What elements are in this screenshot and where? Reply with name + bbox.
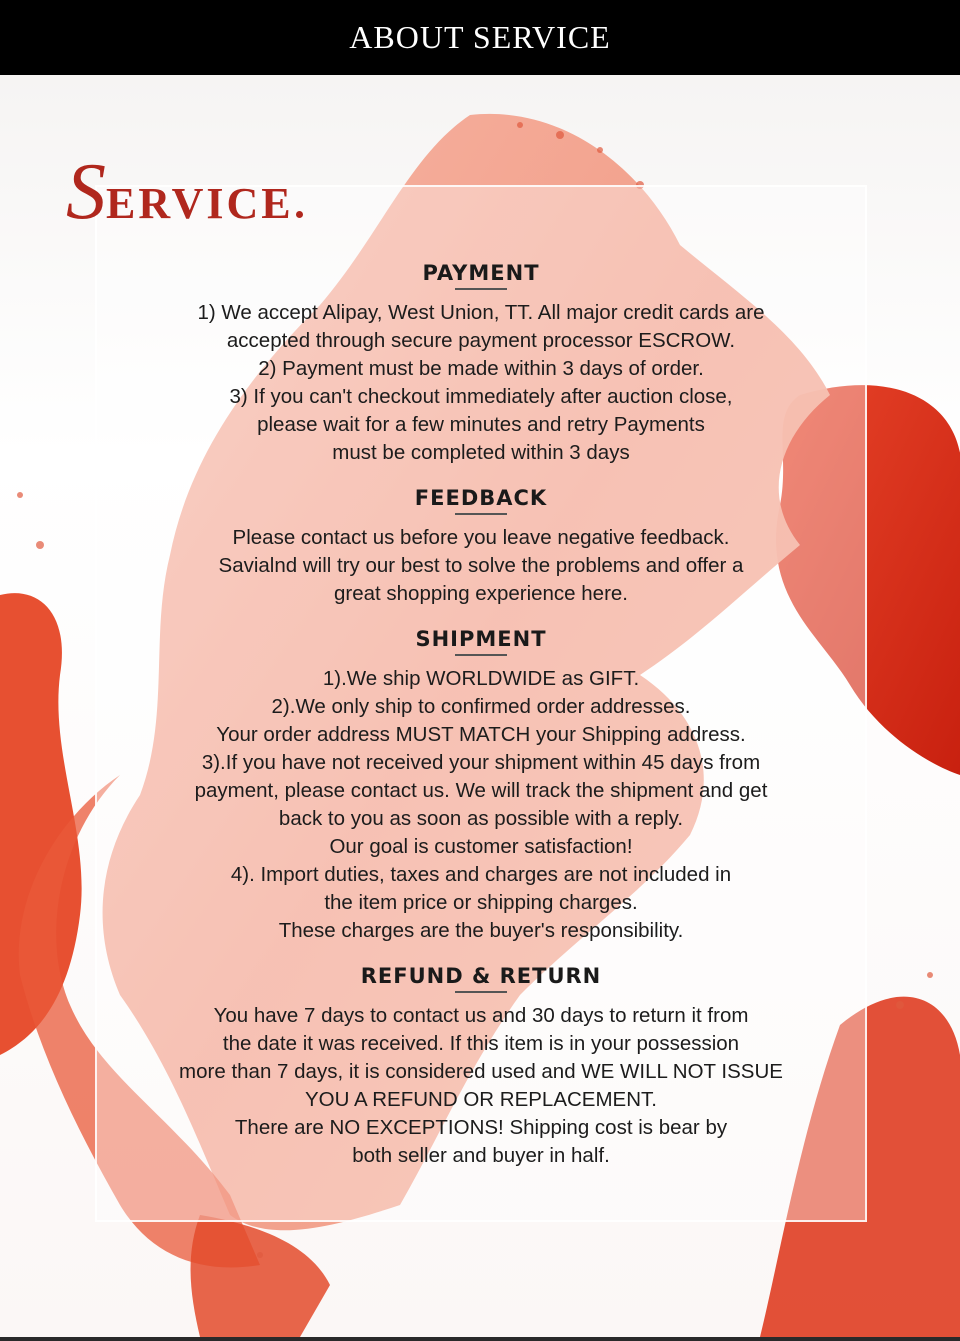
text-line: 1) We accept Alipay, West Union, TT. All major credit cards are xyxy=(197,301,765,324)
section-heading: SHIPMENT xyxy=(415,627,547,651)
section-heading: PAYMENT xyxy=(422,261,540,285)
logo-initial: S xyxy=(66,148,106,236)
shipment-section xyxy=(95,624,867,945)
header-bar xyxy=(0,0,960,75)
text-line: the date it was received. If this item is in your possession xyxy=(222,1032,740,1055)
text-line: You have 7 days to contact us and 30 days to return it from xyxy=(213,1004,749,1027)
text-line: more than 7 days, it is considered used and WE WILL NOT ISSUE xyxy=(179,1060,783,1083)
text-line: both seller and buyer in half. xyxy=(352,1144,610,1167)
payment-section xyxy=(95,258,867,467)
text-line: the item price or shipping charges. xyxy=(324,891,638,914)
text-line: Please contact us before you leave negative feedback. xyxy=(232,526,730,549)
text-line: Our goal is customer satisfaction! xyxy=(329,835,633,858)
text-line: Your order address MUST MATCH your Shipping address. xyxy=(216,723,746,746)
text-line: great shopping experience here. xyxy=(333,582,629,605)
text-line: 4). Import duties, taxes and charges are not included in xyxy=(230,863,732,886)
text-line: please wait for a few minutes and retry Payments xyxy=(257,413,705,436)
heading-underline xyxy=(455,513,507,515)
heading-underline xyxy=(455,288,507,290)
bottom-divider xyxy=(0,1337,960,1341)
section-heading: FEEDBACK xyxy=(414,486,548,510)
page-title: ABOUT SERVICE xyxy=(349,19,611,55)
text-line: 2).We only ship to confirmed order addresses. xyxy=(271,695,691,718)
section-heading: REFUND & RETURN xyxy=(360,964,602,988)
text-line: YOU A REFUND OR REPLACEMENT. xyxy=(305,1088,657,1111)
text-line: 3).If you have not received your shipment within 45 days from xyxy=(201,751,761,774)
text-line: There are NO EXCEPTIONS! Shipping cost is bear by xyxy=(234,1116,728,1139)
text-line: These charges are the buyer's responsibility. xyxy=(278,919,684,942)
text-line: accepted through secure payment processor ESCROW. xyxy=(226,329,736,352)
refund-return-section xyxy=(95,961,867,1170)
text-line: 3) If you can't checkout immediately after auction close, xyxy=(229,385,733,408)
logo-text: ERVICE xyxy=(106,179,294,228)
text-line: must be completed within 3 days xyxy=(332,441,630,464)
feedback-section xyxy=(95,483,867,608)
service-content xyxy=(95,258,867,1186)
text-line: back to you as soon as possible with a reply. xyxy=(278,807,684,830)
text-line: Savialnd will try our best to solve the problems and offer a xyxy=(218,554,744,577)
text-line: payment, please contact us. We will track the shipment and get xyxy=(194,779,768,802)
logo-dot-icon xyxy=(296,211,303,218)
service-logo xyxy=(66,148,303,236)
text-line: 2) Payment must be made within 3 days of order. xyxy=(258,357,704,380)
heading-underline xyxy=(455,991,507,993)
text-line: 1).We ship WORLDWIDE as GIFT. xyxy=(322,667,640,690)
heading-underline xyxy=(455,654,507,656)
